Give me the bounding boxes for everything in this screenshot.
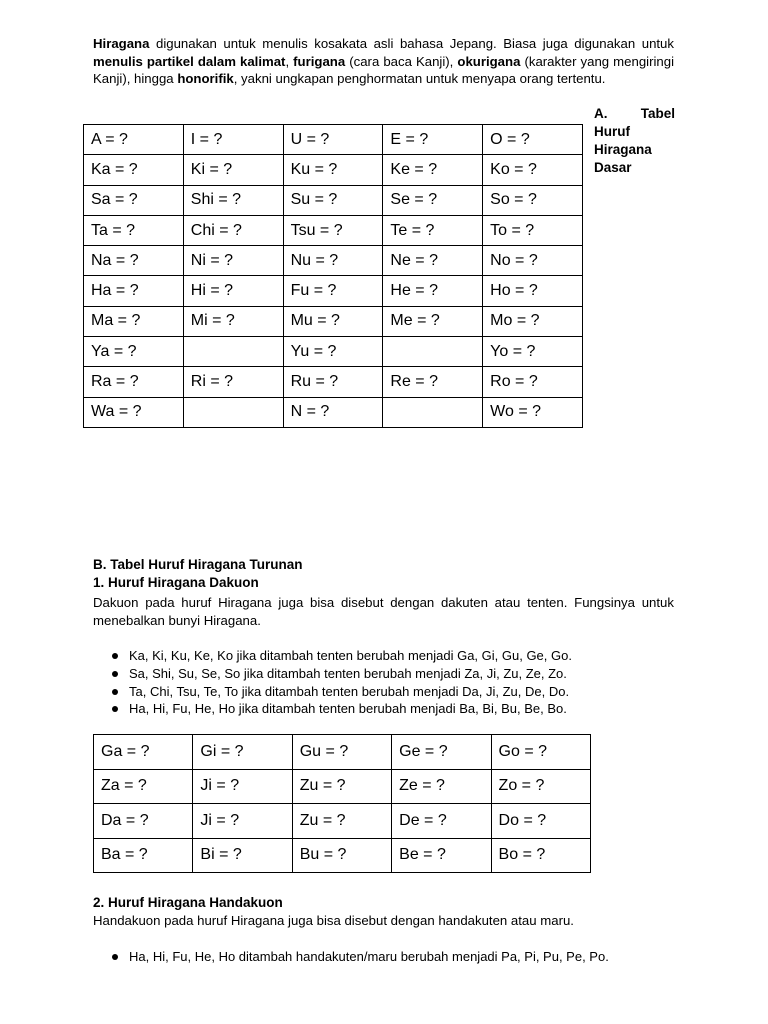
intro-paragraph [93, 35, 674, 88]
table-row [84, 215, 583, 245]
table-cell: Ka = ? [84, 155, 184, 185]
dakuon-heading: 1. Huruf Hiragana Dakuon [93, 575, 259, 590]
table-cell: Ki = ? [183, 155, 283, 185]
table-cell: Ze = ? [392, 769, 491, 804]
table-row [84, 276, 583, 306]
table-row [84, 337, 583, 367]
table-cell: Ru = ? [283, 367, 383, 397]
table-row [84, 367, 583, 397]
table-cell: Yu = ? [283, 337, 383, 367]
table-row [84, 306, 583, 336]
table-cell: A = ? [84, 125, 184, 155]
table-cell: Hi = ? [183, 276, 283, 306]
term-hiragana: Hiragana [93, 36, 150, 51]
table-cell: Se = ? [383, 185, 483, 215]
table-row [84, 125, 583, 155]
table-row [84, 185, 583, 215]
table-cell: Mu = ? [283, 306, 383, 336]
table-cell: Bo = ? [491, 838, 590, 873]
section-a-word: Hiragana [594, 142, 652, 157]
table-cell: Chi = ? [183, 215, 283, 245]
table-row [84, 246, 583, 276]
list-item: Ta, Chi, Tsu, Te, To jika ditambah tenten berubah menjadi Da, Ji, Zu, De, Do. [93, 683, 693, 701]
table-cell: Ya = ? [84, 337, 184, 367]
table-cell: Gu = ? [292, 735, 391, 770]
list-item: Ka, Ki, Ku, Ke, Ko jika ditambah tenten berubah menjadi Ga, Gi, Gu, Ge, Go. [93, 647, 693, 665]
table-cell: Wo = ? [483, 397, 583, 427]
table-cell: Re = ? [383, 367, 483, 397]
table-cell: Mo = ? [483, 306, 583, 336]
table-cell: Za = ? [94, 769, 193, 804]
term-furigana: furigana [293, 53, 346, 69]
table-cell: Wa = ? [84, 397, 184, 427]
table-cell: Nu = ? [283, 246, 383, 276]
table-cell: Ji = ? [193, 804, 292, 839]
term-okurigana: okurigana [457, 53, 521, 69]
section-a-label: A. [594, 106, 608, 121]
intro-text: , [285, 53, 294, 69]
table-row [94, 838, 591, 873]
table-cell: Sa = ? [84, 185, 184, 215]
table-row [84, 397, 583, 427]
section-a-word: Huruf [594, 124, 630, 139]
handakuon-heading: 2. Huruf Hiragana Handakuon [93, 895, 283, 910]
term-honorifik: honorifik [177, 71, 234, 86]
table-cell: He = ? [383, 276, 483, 306]
table-cell: Ga = ? [94, 735, 193, 770]
table-cell: Ko = ? [483, 155, 583, 185]
table-cell: Ge = ? [392, 735, 491, 770]
intro-text: digunakan untuk menulis kosakata asli bahasa Jepang. Biasa juga digunakan untuk [149, 36, 674, 51]
table-cell: Ku = ? [283, 155, 383, 185]
table-cell [183, 397, 283, 427]
table-cell: Ne = ? [383, 246, 483, 276]
dakuon-description: Dakuon pada huruf Hiragana juga bisa disebut dengan dakuten atau tenten. Fungsinya untuk menebalkan bunyi Hiragana. [93, 595, 674, 628]
table-cell: De = ? [392, 804, 491, 839]
table-cell: To = ? [483, 215, 583, 245]
table-cell: Ma = ? [84, 306, 184, 336]
table-cell: Bi = ? [193, 838, 292, 873]
section-a-title [594, 105, 675, 177]
table-cell [383, 397, 483, 427]
table-cell: Zo = ? [491, 769, 590, 804]
intro-text: (cara baca Kanji), [345, 53, 458, 69]
list-item: Sa, Shi, Su, Se, So jika ditambah tenten berubah menjadi Za, Ji, Zu, Ze, Zo. [93, 665, 693, 683]
table-cell: Ho = ? [483, 276, 583, 306]
section-a-word: Dasar [594, 160, 632, 175]
table-cell: Go = ? [491, 735, 590, 770]
table-cell: O = ? [483, 125, 583, 155]
table-cell: Gi = ? [193, 735, 292, 770]
table-cell: Te = ? [383, 215, 483, 245]
table-cell: Ba = ? [94, 838, 193, 873]
table-cell: Ri = ? [183, 367, 283, 397]
table-cell: Fu = ? [283, 276, 383, 306]
table-cell: No = ? [483, 246, 583, 276]
table-cell: Na = ? [84, 246, 184, 276]
intro-text: (karakter yang mengiringi Kanji), hingga [93, 53, 675, 86]
handakuon-bullet-list [93, 948, 693, 966]
table-cell: Tsu = ? [283, 215, 383, 245]
list-item: Ha, Hi, Fu, He, Ho jika ditambah tenten berubah menjadi Ba, Bi, Bu, Be, Bo. [93, 700, 693, 718]
table-row [94, 735, 591, 770]
table-cell: Da = ? [94, 804, 193, 839]
table-cell [183, 337, 283, 367]
table-cell: Ta = ? [84, 215, 184, 245]
section-b-title: B. Tabel Huruf Hiragana Turunan [93, 557, 303, 572]
term-partikel: menulis partikel dalam kalimat [93, 53, 286, 69]
table-cell: Zu = ? [292, 804, 391, 839]
table-cell: Me = ? [383, 306, 483, 336]
table-cell: Zu = ? [292, 769, 391, 804]
dakuon-bullet-list [93, 647, 693, 718]
table-cell [383, 337, 483, 367]
table-cell: Ni = ? [183, 246, 283, 276]
table-cell: E = ? [383, 125, 483, 155]
handakuon-description: Handakuon pada huruf Hiragana juga bisa disebut dengan handakuten atau maru. [93, 913, 574, 928]
table-cell: So = ? [483, 185, 583, 215]
table-row [84, 155, 583, 185]
basic-hiragana-table [83, 124, 583, 428]
table-cell: Shi = ? [183, 185, 283, 215]
table-cell: Be = ? [392, 838, 491, 873]
section-a-word: Tabel [640, 106, 675, 121]
dakuon-table [93, 734, 591, 873]
table-cell: Ra = ? [84, 367, 184, 397]
table-cell: Ro = ? [483, 367, 583, 397]
table-cell: Do = ? [491, 804, 590, 839]
table-row [94, 769, 591, 804]
table-cell: Ji = ? [193, 769, 292, 804]
table-cell: I = ? [183, 125, 283, 155]
table-cell: N = ? [283, 397, 383, 427]
table-cell: Bu = ? [292, 838, 391, 873]
intro-text: , yakni ungkapan penghormatan untuk menyapa orang tertentu. [233, 71, 606, 86]
list-item: Ha, Hi, Fu, He, Ho ditambah handakuten/maru berubah menjadi Pa, Pi, Pu, Pe, Po. [93, 948, 693, 966]
table-cell: Yo = ? [483, 337, 583, 367]
table-cell: U = ? [283, 125, 383, 155]
table-cell: Ha = ? [84, 276, 184, 306]
table-cell: Ke = ? [383, 155, 483, 185]
table-cell: Su = ? [283, 185, 383, 215]
table-cell: Mi = ? [183, 306, 283, 336]
table-row [94, 804, 591, 839]
